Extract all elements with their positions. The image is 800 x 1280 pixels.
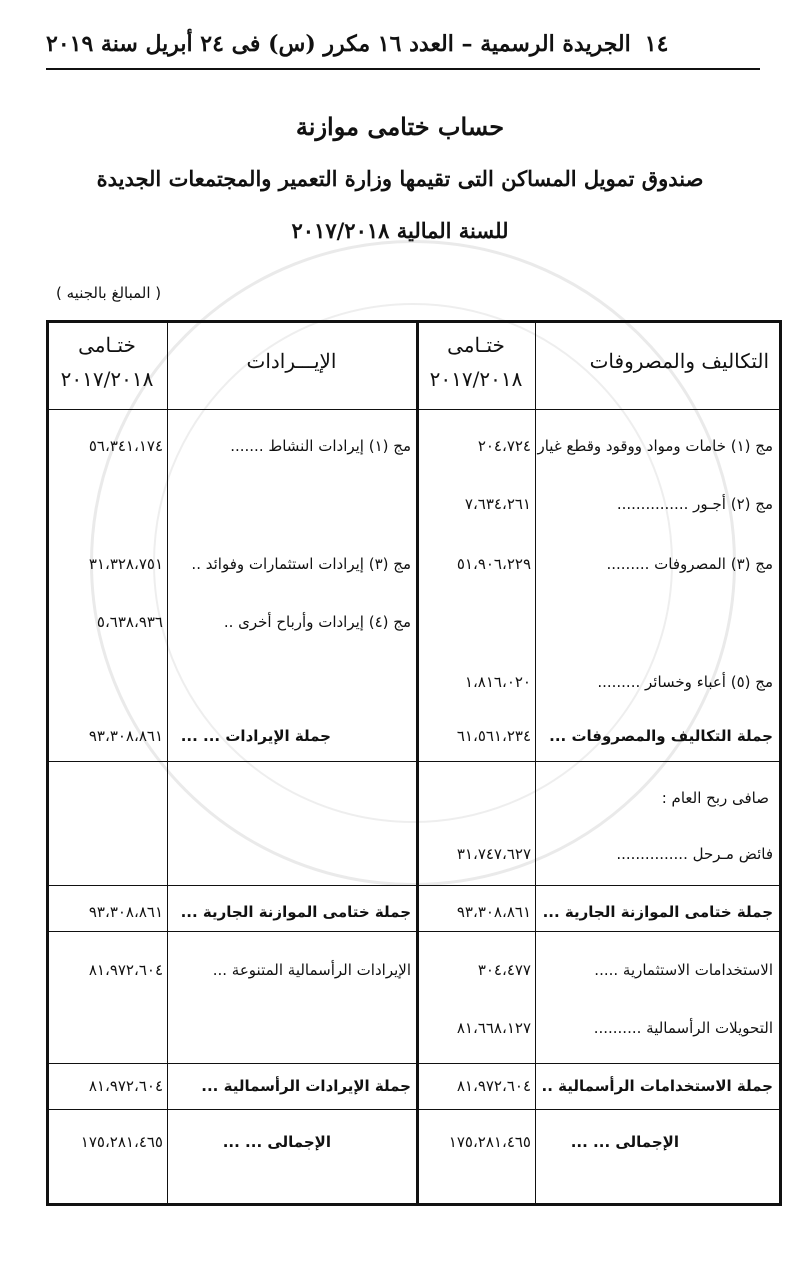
revenue-value: ٥٦،٣٤١،١٧٤	[88, 437, 163, 455]
col-divider	[535, 323, 536, 1203]
row-rule	[419, 885, 779, 886]
revenues-current-total-label: جملة ختامى الموازنة الجارية ...	[180, 903, 411, 921]
year-header: ٢٠١٧/٢٠١٨	[60, 367, 154, 391]
revenues-overall-value: ١٧٥،٢٨١،٤٦٥	[80, 1133, 163, 1151]
capital-revenue-label: الإيرادات الرأسمالية المتنوعة ...	[212, 961, 411, 979]
year-header: ٢٠١٧/٢٠١٨	[429, 367, 523, 391]
capital-revenue-total-value: ٨١،٩٧٢،٦٠٤	[88, 1077, 163, 1095]
row-rule	[49, 761, 779, 762]
expense-value: ٧،٦٣٤،٢٦١	[464, 495, 531, 513]
capital-revenue-total-label: جملة الإيرادات الرأسمالية ...	[201, 1077, 411, 1095]
header-rule	[46, 68, 760, 70]
surplus-value: ٣١،٧٤٧،٦٢٧	[456, 845, 531, 863]
col-divider	[167, 323, 168, 1203]
expenses-current-total-label: جملة ختامى الموازنة الجارية ...	[542, 903, 773, 921]
row-rule	[49, 1063, 779, 1064]
closing-header: ختـامى	[78, 333, 136, 357]
expense-value: ٢٠٤،٧٢٤	[477, 437, 531, 455]
gazette-header-text: الجريدة الرسمية – العدد ١٦ مكرر (س) فى ٢٤ أبريل سنة ٢٠١٩	[46, 31, 631, 57]
expenses-total-value: ٦١،٥٦١،٢٣٤	[456, 727, 531, 745]
net-profit-label: صافى ربح العام :	[661, 789, 769, 807]
capital-use-value: ٣٠٤،٤٧٧	[477, 961, 531, 979]
row-rule	[419, 931, 779, 932]
budget-table	[46, 320, 782, 1206]
capital-uses-total-label: جملة الاستخدامات الرأسمالية ..	[541, 1077, 773, 1095]
fund-title: صندوق تمويل المساكن التى تقيمها وزارة التعمير والمجتمعات الجديدة	[96, 166, 704, 191]
header-row-rule	[49, 409, 779, 410]
revenue-value: ٣١،٣٢٨،٧٥١	[88, 555, 163, 573]
surplus-label: فائض مـرحل ...............	[616, 845, 773, 863]
capital-use-value: ٨١،٦٦٨،١٢٧	[456, 1019, 531, 1037]
capital-uses-total-value: ٨١،٩٧٢،٦٠٤	[456, 1077, 531, 1095]
revenues-header: الإيـــرادات	[246, 349, 337, 373]
capital-use-label: التحويلات الرأسمالية ..........	[593, 1019, 773, 1037]
expenses-current-total-value: ٩٣،٣٠٨،٨٦١	[456, 903, 531, 921]
row-rule	[49, 1109, 779, 1110]
revenues-current-total-value: ٩٣،٣٠٨،٨٦١	[88, 903, 163, 921]
capital-use-label: الاستخدامات الاستثمارية .....	[594, 961, 773, 979]
expenses-overall-label: الإجمالى ... ...	[570, 1133, 679, 1151]
page-header	[46, 24, 760, 64]
revenues-total-value: ٩٣،٣٠٨،٨٦١	[88, 727, 163, 745]
expense-label: مج (١) خامات ومواد ووقود وقطع غيار	[537, 437, 773, 455]
col-divider-center	[416, 323, 419, 1203]
page-title: حساب ختامى موازنة	[295, 112, 505, 141]
expense-value: ٥١،٩٠٦،٢٢٩	[456, 555, 531, 573]
expense-label: مج (٥) أعباء وخسائر .........	[597, 673, 773, 691]
revenues-overall-label: الإجمالى ... ...	[222, 1133, 331, 1151]
row-rule	[49, 931, 416, 932]
expense-label: مج (٣) المصروفات .........	[606, 555, 773, 573]
capital-revenue-value: ٨١،٩٧٢،٦٠٤	[88, 961, 163, 979]
revenue-label: مج (١) إيرادات النشاط .......	[230, 437, 411, 455]
fiscal-year-title: للسنة المالية ٢٠١٧/٢٠١٨	[291, 218, 509, 243]
revenue-value: ٥،٦٣٨،٩٣٦	[96, 613, 163, 631]
revenues-total-label: جملة الإيرادات ... ...	[180, 727, 331, 745]
revenue-label: مج (٣) إيرادات استثمارات وفوائد ..	[191, 555, 411, 573]
expenses-total-label: جملة التكاليف والمصروفات ...	[549, 727, 773, 745]
row-rule	[49, 885, 416, 886]
expenses-overall-value: ١٧٥،٢٨١،٤٦٥	[448, 1133, 531, 1151]
expenses-header: التكاليف والمصروفات	[589, 349, 769, 373]
closing-header: ختـامى	[447, 333, 505, 357]
expense-value: ١،٨١٦،٠٢٠	[464, 673, 531, 691]
revenue-label: مج (٤) إيرادات وأرباح أخرى ..	[223, 613, 411, 631]
expense-label: مج (٢) أجـور ...............	[616, 495, 773, 513]
page-number: ١٤	[644, 31, 669, 57]
unit-note: ( المبالغ بالجنيه )	[56, 284, 162, 302]
